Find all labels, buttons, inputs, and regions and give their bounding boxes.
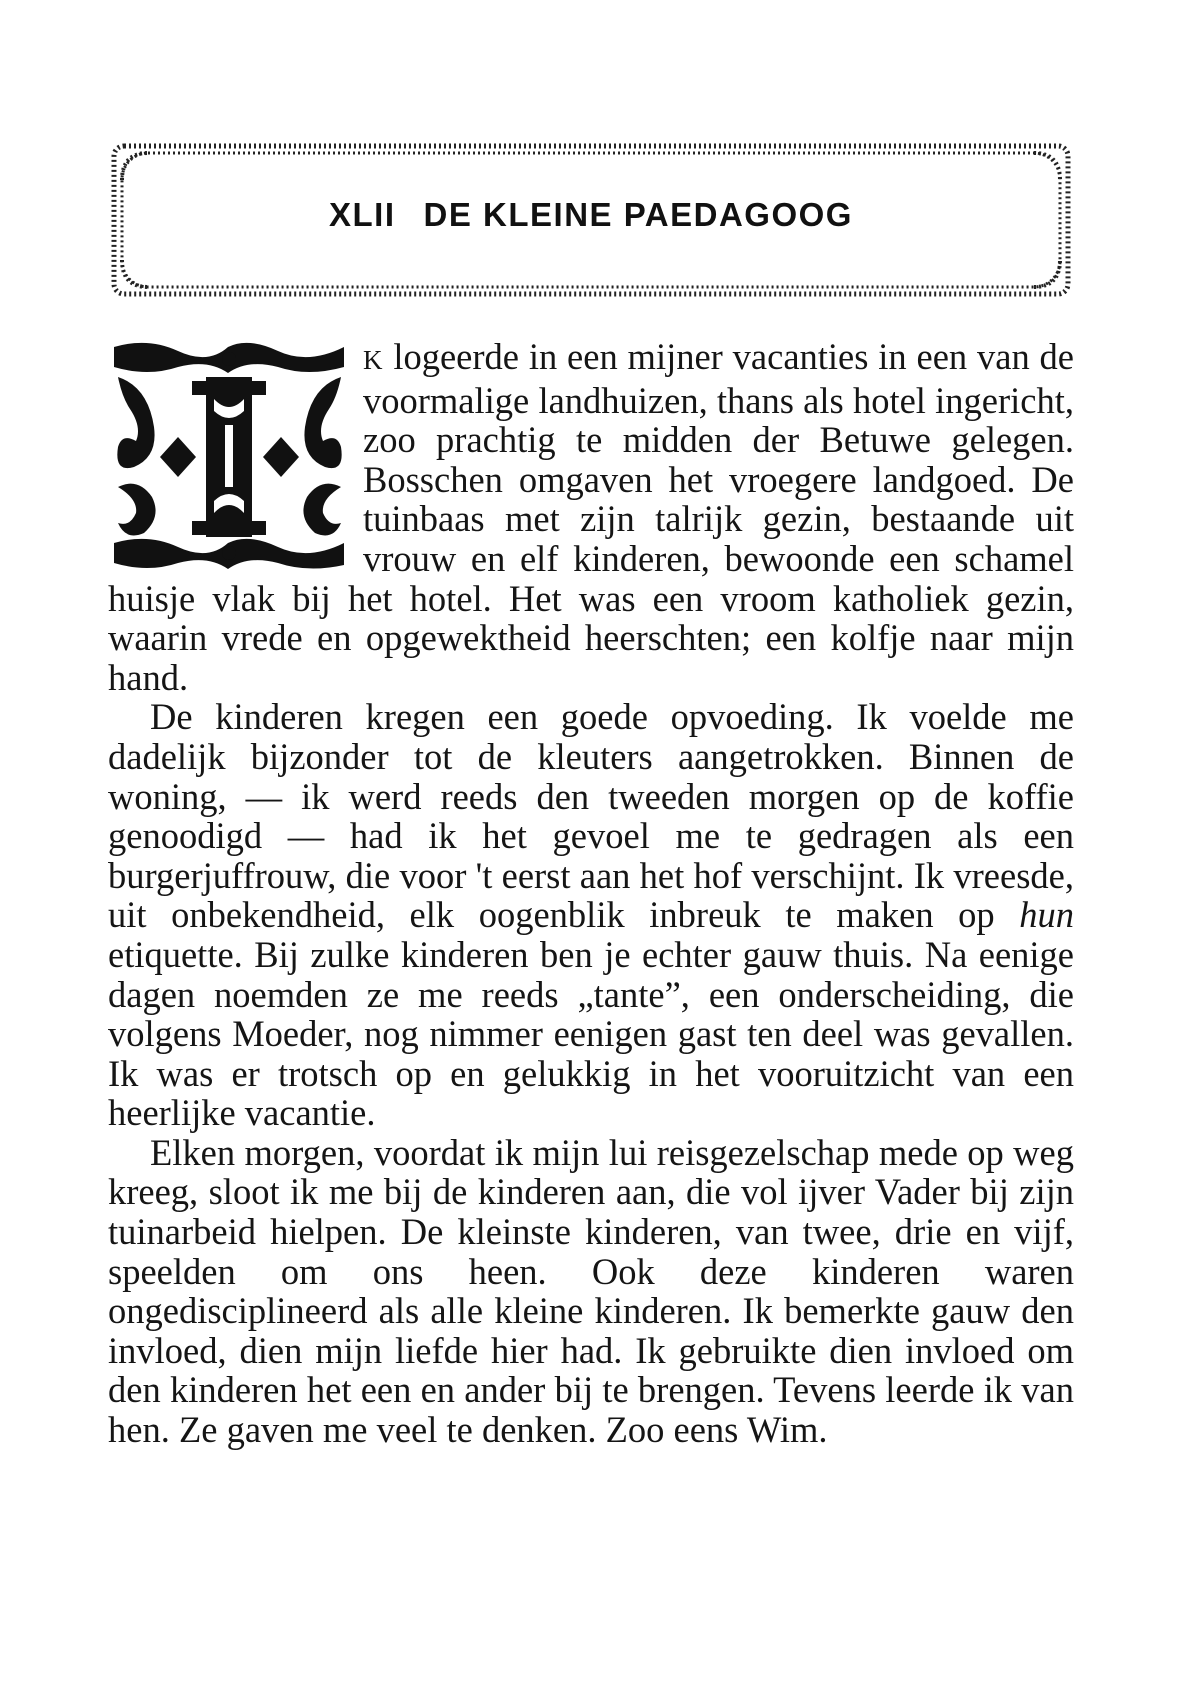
ornamental-initial-i xyxy=(108,337,351,574)
paragraph-3-text: Elken morgen, voordat ik mijn lui reisgezelschap mede op weg kreeg, sloot ik me bij de kinderen aan, die vol ijver Vader bij zijn tuinarbeid hielpen. De kleinste kinderen, van twee, drie en vijf, speelden om ons heen. Ook deze kinderen waren ongedisciplineerd als alle kleine kinderen. Ik bemerkte gauw den invloed, dien mijn liefde hier had. Ik gebruikte dien invloed om den kinderen het een en ander bij te brengen. Tevens leerde ik van hen. Ze gaven me veel te denken. Zoo eens Wim. xyxy=(108,1131,1074,1451)
chapter-body xyxy=(108,337,1074,1450)
paragraph-2-emphasis: hun xyxy=(1019,894,1075,936)
paragraph-2-text-a: De kinderen kregen een goede opvoeding. Ik voelde me dadelijk bijzonder tot de kleuters aangetrokken. Binnen de woning, — ik werd reeds den tweeden morgen op de koffie genoodigd — had ik het gevoel me te gedragen als een burgerjuffrouw, die voor 't eerst aan het hof verschijnt. Ik vreesde, uit onbekendheid, elk oogenblik inbreuk te maken op xyxy=(108,696,1074,936)
paragraph-1 xyxy=(108,337,1074,697)
ornamental-initial-graphic xyxy=(108,337,351,574)
chapter-header-frame xyxy=(108,140,1074,300)
chapter-numeral: XLII xyxy=(329,196,396,233)
initial-rest-letter: K xyxy=(363,345,384,375)
paragraph-1-text: logeerde in een mijner vacanties in een van de voormalige landhuizen, thans als hotel ingericht, zoo prachtig te midden der Betuwe gelegen. Bosschen omgaven het vroegere landgoed. De tuinbaas met zijn talrijk gezin, bestaande uit vrouw en elf kinderen, bewoonde een schamel huisje vlak bij het hotel. Het was een vroom katholiek gezin, waarin vrede en opgewektheid heerschten; een kolfje naar mijn hand. xyxy=(108,336,1074,698)
chapter-title-text: DE KLEINE PAEDAGOOG xyxy=(423,196,853,233)
paragraph-2 xyxy=(108,697,1074,1133)
paragraph-2-text-b: etiquette. Bij zulke kinderen ben je echter gauw thuis. Na eenige dagen noemden ze me reeds „tante”, een onderscheiding, die volgens Moeder, nog nimmer eenigen gast ten deel was gevallen. Ik was er trotsch op en gelukkig in het vooruitzicht van een heerlijke vacantie. xyxy=(108,933,1074,1134)
paragraph-3 xyxy=(108,1133,1074,1450)
chapter-title xyxy=(108,196,1074,234)
